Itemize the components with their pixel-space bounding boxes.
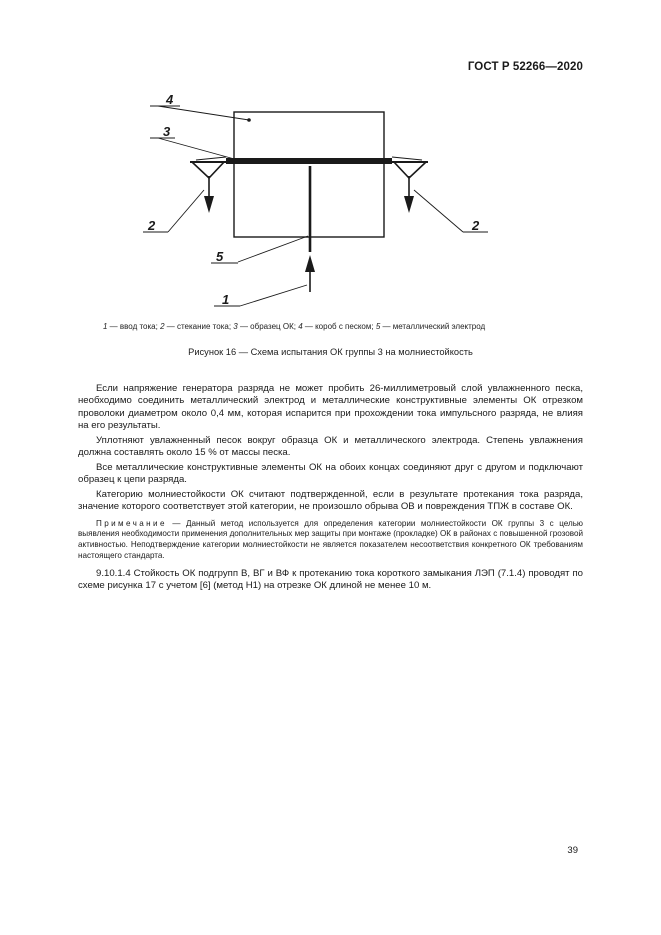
- label-1: 1: [222, 292, 230, 307]
- paragraph-2: Уплотняют увлажненный песок вокруг образца ОК и металлического электрода. Степень увлажнения должна составлять около 15 % от массы песка.: [78, 434, 583, 459]
- legend-num-5: 5: [375, 322, 381, 331]
- test-scheme-figure: [0, 0, 661, 320]
- leader-line-1: [240, 285, 307, 306]
- figure-caption: Рисунок 16 — Схема испытания ОК группы 3 на молниестойкость: [188, 347, 473, 357]
- legend-text-2: — стекание тока;: [164, 322, 234, 331]
- note-paragraph: [78, 519, 583, 562]
- leader-line-4: [158, 106, 249, 120]
- document-standard-header: ГОСТ Р 52266—2020: [467, 61, 583, 73]
- leader-line-3: [158, 138, 238, 160]
- cable-end-left-edge: [196, 157, 226, 160]
- page-number: 39: [567, 845, 578, 856]
- left-drain-terminal: [192, 162, 224, 213]
- body-text: [78, 383, 583, 595]
- legend-num-1: 1: [103, 322, 108, 331]
- legend-text-1: — ввод тока;: [107, 322, 161, 331]
- right-drain-terminal: [394, 162, 426, 213]
- legend-num-4: 4: [298, 322, 303, 331]
- cable-end-right-edge: [392, 157, 422, 160]
- legend-num-3: 3: [233, 322, 238, 331]
- legend-text-3: — образец ОК;: [237, 322, 299, 331]
- label-5: 5: [216, 249, 224, 264]
- figure-legend: [103, 322, 573, 331]
- paragraph-3: Все металлические конструктивные элементы ОК на обоих концах соединяют друг с другом и подключают образец к цепи разряда.: [78, 461, 583, 486]
- label-4: 4: [166, 92, 174, 107]
- label-2-right: 2: [472, 218, 480, 233]
- legend-text-5: — металлический электрод: [380, 322, 486, 331]
- note-label: Примечание: [96, 518, 167, 528]
- label-2-left: 2: [148, 218, 156, 233]
- current-input-arrow: [305, 255, 315, 292]
- leader-line-2-left: [168, 190, 204, 232]
- paragraph-5: 9.10.1.4 Стойкость ОК подгрупп В, ВГ и ВФ к протеканию тока короткого замыкания ЛЭП (7.1.4) проводят по схеме рисунка 17 с учетом [6] (метод Н1) на отрезке ОК длиной не менее 10 м.: [78, 567, 583, 592]
- legend-num-2: 2: [160, 322, 165, 331]
- label-3: 3: [163, 124, 171, 139]
- legend-text-4: — короб с песком;: [302, 322, 376, 331]
- note-text: — Данный метод используется для определения категории молниестойкости ОК группы 3 с целью выявления необходимости применения дополнительных мер защиты при монтаже (прокладке) ОК в районах с повышенной грозовой активностью. Неподтверждение категории молниестойкости не является показателем несоответствия конкретного ОК требованиям настоящего стандарта.: [78, 518, 583, 561]
- leader-line-2-right: [414, 190, 463, 232]
- paragraph-1: Если напряжение генератора разряда не может пробить 26-миллиметровый слой увлажненного песка, необходимо соединить металлический электрод и металлические конструктивные элементы ОК отрезком проволоки диаметром около 0,4 мм, которая испарится при прохождении тока импульсного разряда, не влияя на его результаты.: [78, 383, 583, 432]
- leader-line-5: [238, 236, 308, 262]
- paragraph-4: Категорию молниестойкости ОК считают подтвержденной, если в результате протекания тока разряда, значение которого соответствует этой категории, не произошло обрыва ОВ и повреждения ТПЖ в составе ОК.: [78, 488, 583, 513]
